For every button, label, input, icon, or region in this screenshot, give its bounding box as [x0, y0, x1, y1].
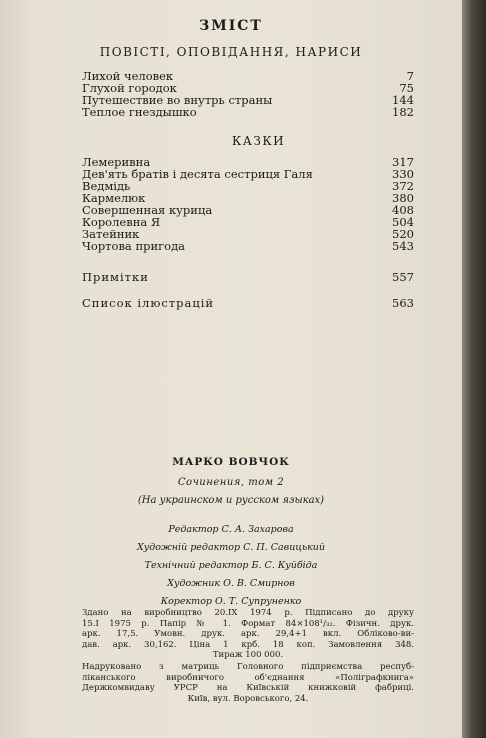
book-spine-shadow	[462, 0, 486, 738]
toc-entry: Королевна Я 504	[82, 215, 414, 229]
press-line: ліканського виробничого об'єднання «Поліграфкнига»	[82, 672, 414, 683]
toc-entry: Кармелюк 380	[82, 191, 414, 205]
toc-entry: Совершенная курица 408	[82, 203, 414, 217]
press-details	[82, 662, 414, 704]
toc-entry: Путешествие во внутрь страны 144	[82, 93, 414, 107]
imprint-book-title: Сочинения, том 2	[177, 477, 285, 488]
print-line: Тираж 100 000.	[212, 650, 284, 660]
credit-tech-editor: Технічний редактор Б. С. Куйбіда	[144, 560, 318, 571]
credit-artist: Художник О. В. Смирнов	[167, 578, 295, 589]
print-line: 15.I 1975 р. Папір № 1. Формат 84×108¹/₃₂. Фізичн. друк.	[82, 618, 414, 629]
print-line: арк. 17,5. Умовн. друк. арк. 29,4+1 вкл. Обліково-ви-	[82, 629, 414, 639]
contents-heading: ЗМІСТ	[199, 18, 263, 34]
print-details	[82, 608, 414, 661]
toc-list-stories	[82, 70, 414, 118]
press-line: Київ, вул. Воровського, 24.	[187, 693, 309, 704]
toc-entry: Лихой человек 7	[82, 69, 414, 83]
toc-entry: Затейник 520	[82, 227, 414, 241]
section-heading-stories: ПОВІСТІ, ОПОВІДАННЯ, НАРИСИ	[99, 45, 363, 59]
toc-entry: Лемеривна 317	[82, 155, 414, 169]
imprint-author: МАРКО ВОВЧОК	[172, 456, 290, 468]
toc-entry: Теплое гнездышко 182	[82, 105, 414, 119]
toc-list-tales	[82, 156, 414, 252]
toc-entry-notes: Примітки 557	[82, 270, 414, 284]
toc-entry: Глухой городок 75	[82, 81, 414, 95]
credit-proofreader: Коректор О. Т. Супруненко	[160, 596, 302, 607]
press-line: Надруковано з матриць Головного підприємства респуб-	[82, 662, 414, 672]
toc-entry-illustrations: Список ілюстрацій 563	[82, 296, 414, 310]
section-heading-tales: КАЗКИ	[232, 134, 286, 148]
toc-entry: Чортова пригода 543	[82, 239, 414, 253]
imprint-language-note: (На украинском и русском языках)	[137, 495, 325, 506]
print-line: дав. арк. 30,162. Ціна 1 крб. 18 коп. Замовлення 348.	[82, 639, 414, 650]
press-line: Держкомвидаву УРСР на Київській книжковій фабриці.	[82, 683, 414, 693]
print-line: Здано на виробництво 20.IX 1974 р. Підписано до друку	[82, 608, 414, 618]
toc-entry: Ведмідь 372	[82, 179, 414, 193]
toc-entry: Дев'ять братів і десята сестриця Галя 330	[82, 167, 414, 181]
credit-editor: Редактор С. А. Захарова	[168, 524, 294, 535]
credit-art-editor: Художній редактор С. П. Савицький	[136, 542, 326, 553]
